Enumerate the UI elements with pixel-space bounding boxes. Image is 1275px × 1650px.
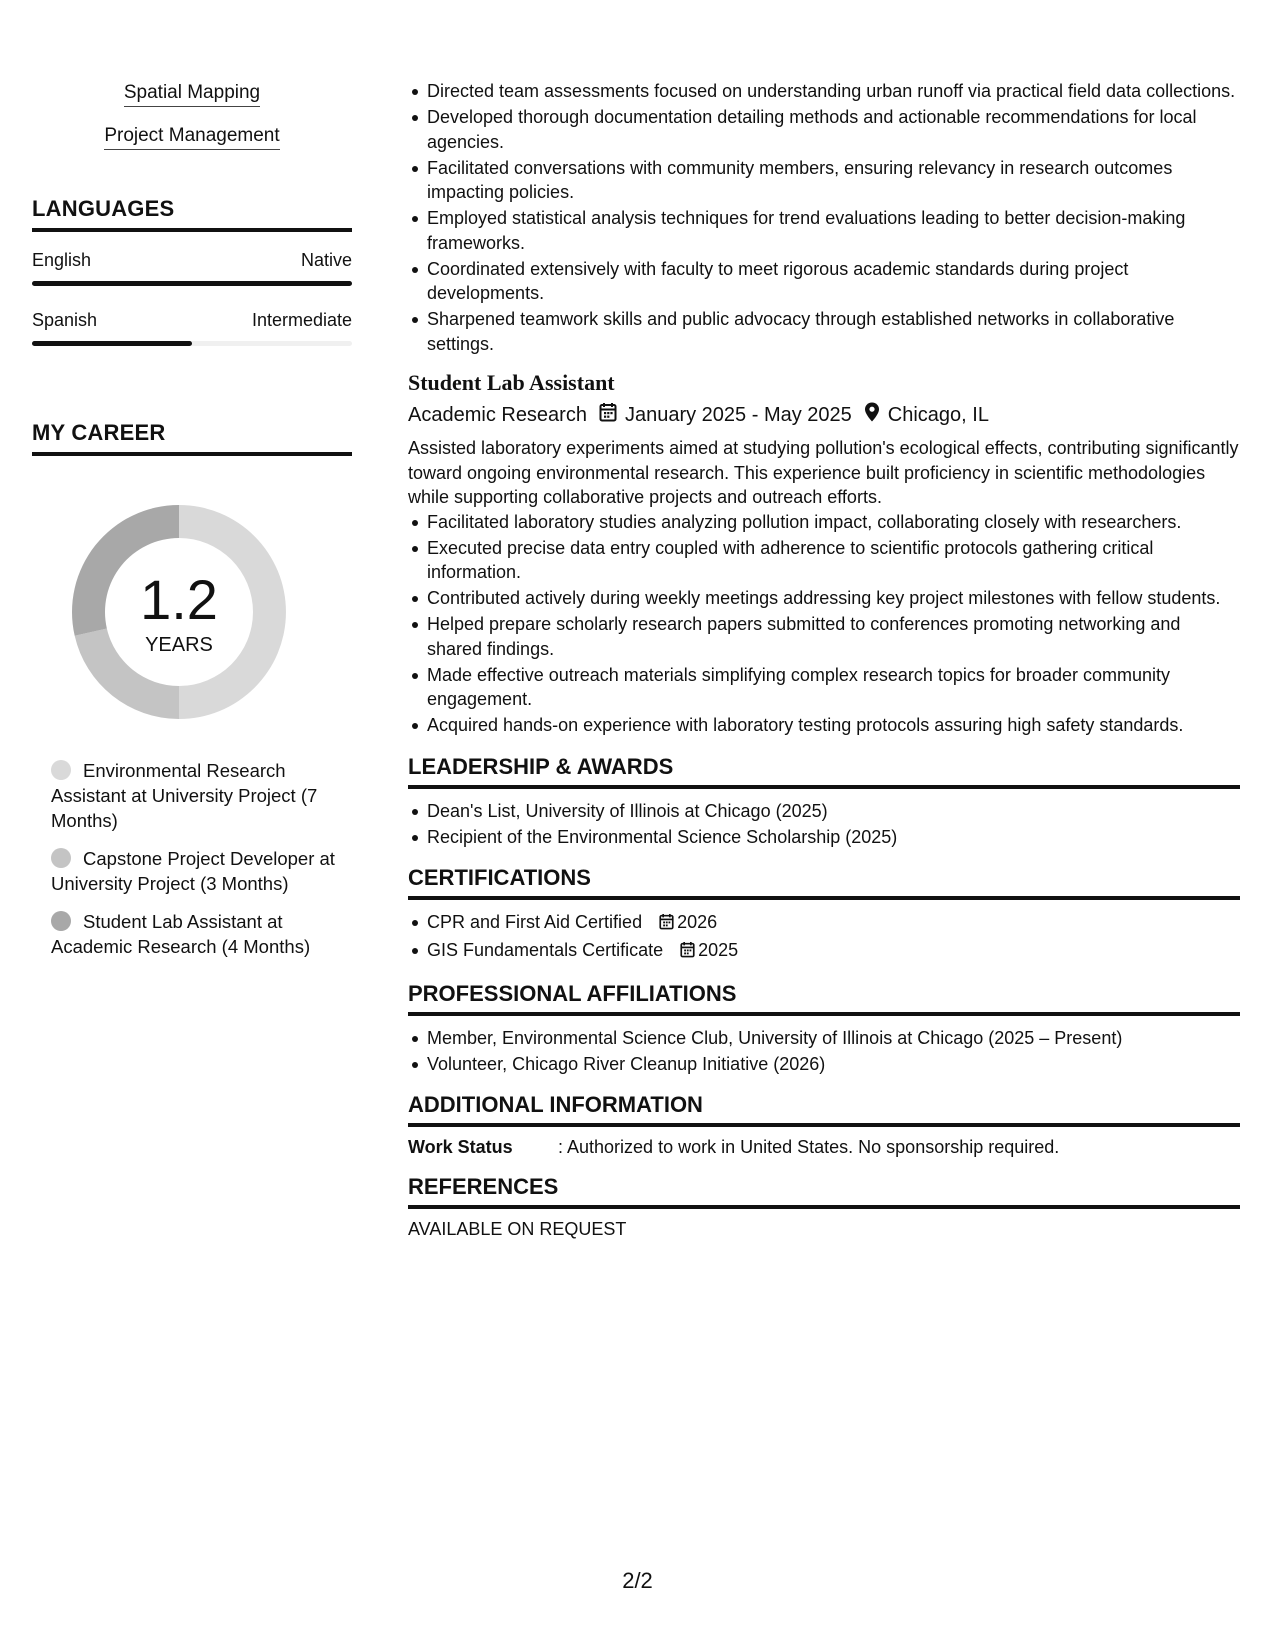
affiliations-heading: PROFESSIONAL AFFILIATIONS <box>408 981 1240 1016</box>
language-proficiency-bar <box>32 281 352 286</box>
language-proficiency-fill <box>32 341 192 346</box>
certification-name: GIS Fundamentals Certificate <box>427 940 664 960</box>
language-name: English <box>32 250 92 270</box>
career-legend-text: Environmental Research Assistant at University Project (7 Months) <box>51 760 318 831</box>
career-legend-item <box>51 909 352 959</box>
calendar-icon <box>599 402 617 428</box>
certifications-list <box>408 910 1240 965</box>
bullet-item: Facilitated conversations with community members, ensuring relevancy in research outcomes impacting policies. <box>427 156 1240 205</box>
certification-item <box>427 910 1240 937</box>
affiliation-item: Volunteer, Chicago River Cleanup Initiative (2026) <box>427 1052 1240 1077</box>
main-content <box>408 79 1240 1240</box>
awards-list <box>408 799 1240 850</box>
certification-item <box>427 938 1240 965</box>
language-proficiency-bar <box>32 341 352 346</box>
career-legend-item <box>51 758 352 833</box>
bullet-item: Acquired hands-on experience with laboratory testing protocols assuring high safety standards. <box>427 713 1240 738</box>
certification-year: 2026 <box>677 912 718 932</box>
bullet-item: Facilitated laboratory studies analyzing pollution impact, collaborating closely with researchers. <box>427 510 1240 535</box>
career-donut-chart <box>67 500 291 724</box>
previous-job-bullets <box>408 79 1240 356</box>
bullet-item: Made effective outreach materials simplifying complex research topics for broader community engagement. <box>427 663 1240 712</box>
legend-dot-icon <box>51 848 71 868</box>
work-status-label: Work Status <box>408 1137 513 1157</box>
bullet-item: Helped prepare scholarly research papers submitted to conferences promoting networking and shared findings. <box>427 612 1240 661</box>
job-description: Assisted laboratory experiments aimed at studying pollution's ecological effects, contributing significantly toward ongoing environmental research. This experience built proficiency in scientific methodologies while supporting collaborative projects and outreach efforts. <box>408 438 1239 507</box>
skill-label: Spatial Mapping <box>124 82 260 107</box>
career-legend-item <box>51 846 352 896</box>
work-status-value: : Authorized to work in United States. No sponsorship required. <box>558 1137 1060 1157</box>
career-legend-text: Capstone Project Developer at University Project (3 Months) <box>51 848 335 894</box>
job-location: Chicago, IL <box>887 403 989 426</box>
language-name: Spanish <box>32 310 98 330</box>
language-proficiency-fill <box>32 281 352 286</box>
skill-label: Project Management <box>104 125 279 150</box>
job-company: Academic Research <box>408 403 587 426</box>
language-item <box>32 250 352 286</box>
career-heading: MY CAREER <box>32 420 352 456</box>
skill-item <box>32 82 352 107</box>
affiliations-list <box>408 1026 1240 1077</box>
career-total-years: 1.2 <box>140 567 218 631</box>
job-dates: January 2025 - May 2025 <box>624 403 852 426</box>
page-number: 2/2 <box>622 1568 653 1593</box>
legend-dot-icon <box>51 911 71 931</box>
bullet-item: Directed team assessments focused on understanding urban runoff via practical field data collections. <box>427 79 1240 104</box>
work-status-row <box>408 1137 1240 1158</box>
certification-year: 2025 <box>698 940 739 960</box>
map-pin-icon <box>864 402 880 428</box>
calendar-icon <box>680 940 695 965</box>
additional-info-heading: ADDITIONAL INFORMATION <box>408 1092 1240 1127</box>
job-meta <box>408 402 1240 428</box>
left-sidebar <box>32 82 352 972</box>
career-legend-text: Student Lab Assistant at Academic Research (4 Months) <box>51 911 311 957</box>
references-text: AVAILABLE ON REQUEST <box>408 1219 627 1239</box>
job-title: Student Lab Assistant <box>408 370 615 395</box>
career-years-label: YEARS <box>145 633 213 656</box>
calendar-icon <box>659 912 674 937</box>
certification-name: CPR and First Aid Certified <box>427 912 643 932</box>
career-legend <box>32 758 352 959</box>
job-bullets <box>408 510 1240 738</box>
affiliation-item: Member, Environmental Science Club, University of Illinois at Chicago (2025 – Present) <box>427 1026 1240 1051</box>
legend-dot-icon <box>51 760 71 780</box>
language-level: Native <box>300 250 352 270</box>
award-item: Recipient of the Environmental Science Scholarship (2025) <box>427 825 1240 850</box>
bullet-item: Employed statistical analysis techniques for trend evaluations leading to better decision-making frameworks. <box>427 206 1240 255</box>
language-level: Intermediate <box>251 310 352 330</box>
bullet-item: Executed precise data entry coupled with adherence to scientific protocols gathering critical information. <box>427 536 1240 585</box>
award-item: Dean's List, University of Illinois at Chicago (2025) <box>427 799 1240 824</box>
bullet-item: Sharpened teamwork skills and public advocacy through established networks in collaborative settings. <box>427 307 1240 356</box>
skill-item <box>32 125 352 150</box>
bullet-item: Contributed actively during weekly meetings addressing key project milestones with fellow students. <box>427 586 1240 611</box>
certifications-heading: CERTIFICATIONS <box>408 865 1240 900</box>
awards-heading: LEADERSHIP & AWARDS <box>408 754 1240 789</box>
bullet-item: Developed thorough documentation detailing methods and actionable recommendations for local agencies. <box>427 105 1240 154</box>
language-item <box>32 310 352 346</box>
references-heading: REFERENCES <box>408 1174 1240 1209</box>
bullet-item: Coordinated extensively with faculty to meet rigorous academic standards during project developments. <box>427 257 1240 306</box>
languages-heading: LANGUAGES <box>32 196 352 232</box>
